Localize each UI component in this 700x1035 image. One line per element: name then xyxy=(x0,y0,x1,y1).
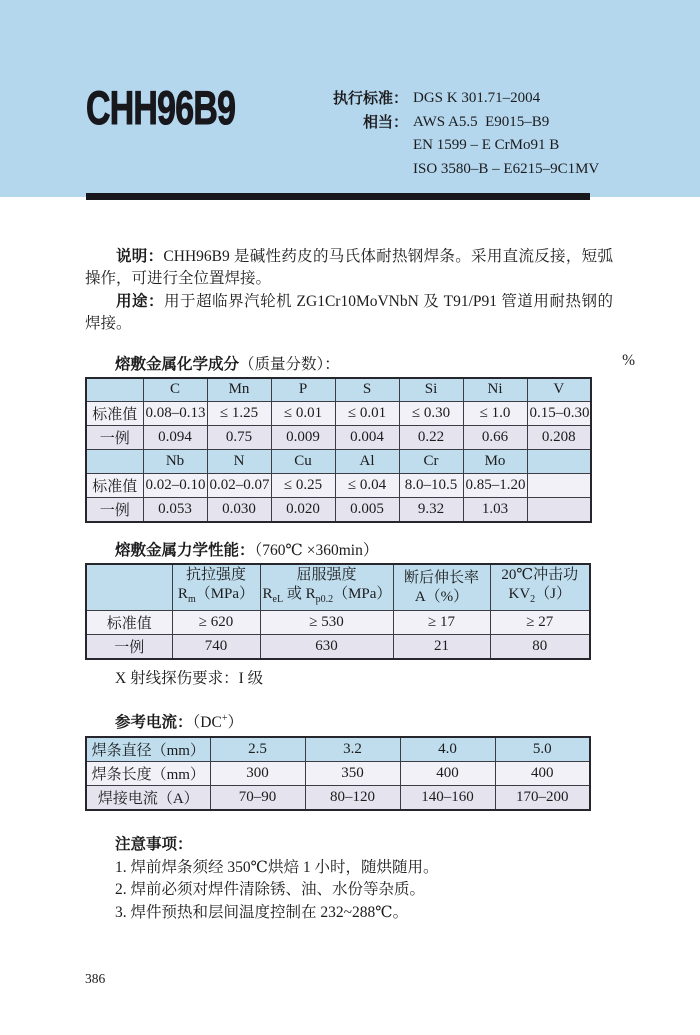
standards-block xyxy=(316,87,599,181)
chemistry-title-bold: 熔敷金属化学成分 xyxy=(115,355,240,373)
standard-value: DGS K 301.71–2004 xyxy=(413,90,541,106)
header-cell: C xyxy=(143,378,207,402)
chemistry-table xyxy=(85,377,592,524)
data-cell: 400 xyxy=(400,762,495,786)
product-title: CHH96B9 xyxy=(86,81,236,134)
data-cell: 300 xyxy=(210,762,305,786)
standard-label xyxy=(316,158,408,182)
table-row xyxy=(86,402,591,426)
data-cell: 0.75 xyxy=(207,426,271,450)
row-label-cell: 标准值 xyxy=(86,611,172,635)
row-label-cell: 标准值 xyxy=(86,402,143,426)
table-row xyxy=(86,737,590,762)
notes-item: 1. 焊前焊条须经 350℃烘焙 1 小时，随烘随用。 xyxy=(115,858,439,876)
chemistry-unit-label: % xyxy=(622,351,635,369)
header-cell: 2.5 xyxy=(210,737,305,762)
data-cell: ≤ 1.0 xyxy=(463,402,527,426)
data-cell: 0.020 xyxy=(271,498,335,523)
header-cell xyxy=(260,564,393,611)
table-row xyxy=(86,378,591,402)
data-cell: 0.009 xyxy=(271,426,335,450)
header-line1: 抗拉强度 xyxy=(185,567,246,584)
header-line2: $R_{eL}$ 或 $R_{p0.2}(MPa)$ xyxy=(262,586,392,606)
row-label-cell: 焊条长度（mm） xyxy=(86,762,210,786)
data-cell: 0.15–0.30 xyxy=(527,402,591,426)
data-cell: 70–90 xyxy=(210,786,305,811)
header-cell: V xyxy=(527,378,591,402)
data-cell: ≤ 0.04 xyxy=(335,474,399,498)
header-divider-bar xyxy=(86,193,590,200)
mechanical-title-bold: 熔敷金属力学性能： xyxy=(115,542,255,560)
data-cell: ≥ 17 xyxy=(393,611,490,635)
data-cell: 9.32 xyxy=(399,498,463,523)
data-cell: 630 xyxy=(260,635,393,660)
mechanical-section-title xyxy=(115,538,613,560)
data-cell: ≥ 530 xyxy=(260,611,393,635)
table-row xyxy=(86,611,590,635)
table-row xyxy=(86,762,590,786)
data-cell: 0.208 xyxy=(527,426,591,450)
data-cell: 140–160 xyxy=(400,786,495,811)
table-row xyxy=(86,786,590,811)
table-row xyxy=(86,474,591,498)
row-label-cell: 一例 xyxy=(86,426,143,450)
data-cell: ≥ 620 xyxy=(172,611,260,635)
data-cell: 21 xyxy=(393,635,490,660)
data-cell: 0.66 xyxy=(463,426,527,450)
header-cell: Mn xyxy=(207,378,271,402)
standard-value: EN 1599 – E CrMo91 B xyxy=(413,137,560,154)
data-cell: ≤ 0.01 xyxy=(271,402,335,426)
header-cell xyxy=(86,378,143,402)
header-line1: 断后伸长率 xyxy=(403,569,479,586)
table-row xyxy=(86,498,591,523)
current-section-title xyxy=(115,710,613,732)
standard-label xyxy=(316,134,408,158)
table-row xyxy=(86,426,591,450)
header-cell: Al xyxy=(335,450,399,474)
row-label-cell: 一例 xyxy=(86,635,172,660)
header-cell: Nb xyxy=(143,450,207,474)
data-cell: 0.005 xyxy=(335,498,399,523)
header-cell: Si xyxy=(399,378,463,402)
data-cell: ≤ 0.01 xyxy=(335,402,399,426)
data-cell: 0.030 xyxy=(207,498,271,523)
notes-item: 2. 焊前必须对焊件清除锈、油、水份等杂质。 xyxy=(115,881,426,899)
row-label-cell: 一例 xyxy=(86,498,143,523)
header-line1: 屈服强度 xyxy=(296,567,357,584)
table-row xyxy=(86,564,590,611)
header-line2: A（%） xyxy=(414,588,469,605)
table-row xyxy=(86,635,590,660)
chemistry-title-rest: （质量分数）： xyxy=(239,355,340,373)
header-cell: 4.0 xyxy=(400,737,495,762)
notes-title: 注意事项： xyxy=(115,836,193,854)
data-cell: 0.08–0.13 xyxy=(143,402,207,426)
header-cell: S xyxy=(335,378,399,402)
xray-note: X 射线探伤要求：I 级 xyxy=(115,670,264,688)
current-title-rest: （DC+） xyxy=(192,712,243,732)
standard-label: 执行标准： xyxy=(332,90,408,107)
header-cell xyxy=(86,564,172,611)
usage-paragraph xyxy=(85,291,613,336)
header-line2: $KV_2(J)$ xyxy=(508,586,571,606)
data-cell: 0.02–0.10 xyxy=(143,474,207,498)
current-title-bold: 参考电流： xyxy=(115,714,193,732)
data-cell: 0.094 xyxy=(143,426,207,450)
data-cell: 0.053 xyxy=(143,498,207,523)
mechanical-table xyxy=(85,563,591,660)
header-cell: N xyxy=(207,450,271,474)
chemistry-section-title xyxy=(115,351,635,374)
usage-label: 用途： xyxy=(116,292,165,310)
data-cell: 80–120 xyxy=(305,786,400,811)
description-label: 说明： xyxy=(116,248,164,265)
data-cell: 80 xyxy=(490,635,590,660)
data-cell: 0.22 xyxy=(399,426,463,450)
row-label-cell: 焊接电流（A） xyxy=(86,786,210,811)
data-cell xyxy=(527,474,591,498)
standard-line xyxy=(316,111,599,135)
data-cell: 0.02–0.07 xyxy=(207,474,271,498)
header-cell: 5.0 xyxy=(495,737,590,762)
header-cell: Cu xyxy=(271,450,335,474)
standard-line xyxy=(316,134,599,158)
header-cell: Mo xyxy=(463,450,527,474)
header-line2: $R_m(MPa)$ xyxy=(177,586,255,606)
current-table xyxy=(85,736,591,811)
table-row xyxy=(86,450,591,474)
usage-text: 用于超临界汽轮机 ZG1Cr10MoVNbN 及 T91/P91 管道用耐热钢的焊接。 xyxy=(85,292,613,333)
page-number: 386 xyxy=(85,971,106,986)
data-cell: ≤ 0.30 xyxy=(399,402,463,426)
data-cell: 400 xyxy=(495,762,590,786)
header-cell xyxy=(527,450,591,474)
data-cell: ≤ 1.25 xyxy=(207,402,271,426)
notes-item: 3. 焊件预热和层间温度控制在 232~288℃。 xyxy=(115,903,409,921)
header-cell: P xyxy=(271,378,335,402)
row-label-cell: 焊条直径（mm） xyxy=(86,737,210,762)
description-block xyxy=(85,246,613,336)
standard-value: AWS A5.5 E9015–B9 xyxy=(413,113,550,130)
description-text: CHH96B9 是碱性药皮的马氏体耐热钢焊条。采用直流反接，短弧操作，可进行全位置焊接。 xyxy=(85,248,613,288)
header-cell: Ni xyxy=(463,378,527,402)
data-cell xyxy=(527,498,591,523)
standard-line xyxy=(316,158,599,182)
row-label-cell: 标准值 xyxy=(86,474,143,498)
header-cell xyxy=(172,564,260,611)
data-cell: 0.85–1.20 xyxy=(463,474,527,498)
data-cell: ≥ 27 xyxy=(490,611,590,635)
standard-label: 相当： xyxy=(362,113,408,131)
description-paragraph xyxy=(85,246,613,291)
header-cell xyxy=(393,564,490,611)
data-cell: 0.004 xyxy=(335,426,399,450)
header-cell xyxy=(86,450,143,474)
notes-block xyxy=(85,834,613,924)
data-cell: 1.03 xyxy=(463,498,527,523)
standard-line xyxy=(316,87,599,111)
header-cell: 3.2 xyxy=(305,737,400,762)
data-cell: 350 xyxy=(305,762,400,786)
data-cell: 170–200 xyxy=(495,786,590,811)
header-cell xyxy=(490,564,590,611)
data-cell: 740 xyxy=(172,635,260,660)
standard-value: ISO 3580–B – E6215–9C1MV xyxy=(413,160,600,177)
header-cell: Cr xyxy=(399,450,463,474)
page-content xyxy=(85,200,635,925)
data-cell: 8.0–10.5 xyxy=(399,474,463,498)
mechanical-title-rest: （760℃ ×360min） xyxy=(254,542,379,560)
header-line1: 20℃冲击功 xyxy=(501,567,579,584)
data-cell: ≤ 0.25 xyxy=(271,474,335,498)
